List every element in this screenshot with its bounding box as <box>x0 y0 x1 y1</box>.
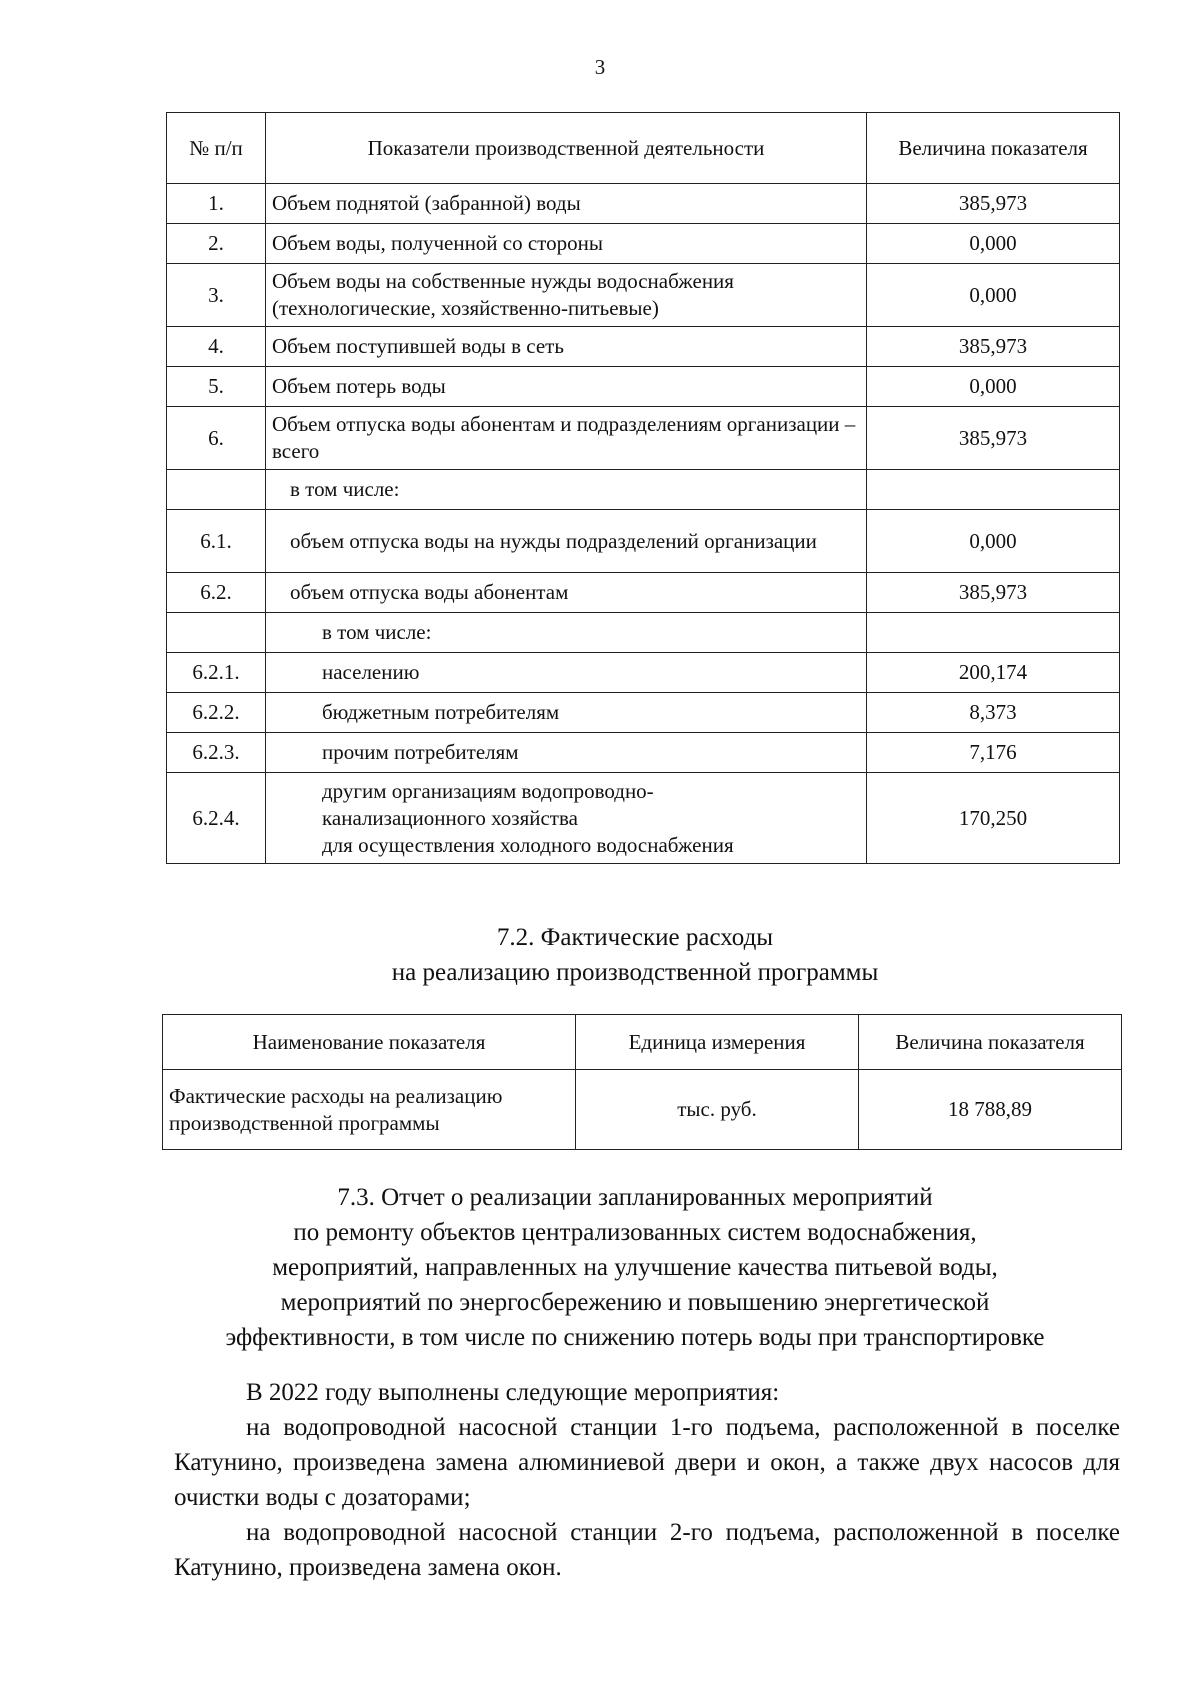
row-num: 6.2. <box>167 573 266 613</box>
body-paragraph: на водопроводной насосной станции 2-го подъема, расположенной в поселке Катунино, произведена замена окон. <box>174 1519 1120 1581</box>
row-name-line: для осуществления холодного водоснабжения <box>322 832 734 857</box>
heading-line: мероприятий, направленных на улучшение качества питьевой воды, <box>272 1254 998 1281</box>
row-value: 8,373 <box>867 693 1120 733</box>
table-row <box>167 327 1120 367</box>
row-name-line: другим организациям водопроводно- <box>322 778 654 803</box>
table-row <box>167 773 1120 864</box>
page-number: 3 <box>594 55 606 79</box>
table-row <box>167 510 1120 573</box>
table-row <box>167 470 1120 510</box>
row-num: 6. <box>167 407 266 470</box>
row-name: в том числе: <box>266 470 867 510</box>
row-value: 385,973 <box>867 573 1120 613</box>
heading-line: по ремонту объектов централизованных систем водоснабжения, <box>293 1219 977 1246</box>
row-num: 4. <box>167 327 266 367</box>
row-name: Объем воды, полученной со стороны <box>266 224 867 264</box>
table-row <box>167 613 1120 653</box>
row-name: Объем отпуска воды абонентам и подразделениям организации – всего <box>266 407 867 470</box>
row-unit: тыс. руб. <box>576 1070 859 1150</box>
row-value: 385,973 <box>867 327 1120 367</box>
header-indicator: Показатели производственной деятельности <box>266 113 867 184</box>
actual-expenses-table <box>162 1014 1122 1150</box>
production-indicators-table <box>166 112 1120 864</box>
row-value: 385,973 <box>867 184 1120 224</box>
row-value: 0,000 <box>867 264 1120 327</box>
row-value: 0,000 <box>867 224 1120 264</box>
row-name: прочим потребителям <box>266 733 867 773</box>
row-num: 6.2.4. <box>167 773 266 864</box>
body-paragraph: на водопроводной насосной станции 1-го подъема, расположенной в поселке Катунино, произведена замена алюминиевой двери и окон, а также двух насосов для очистки воды с дозаторами; <box>174 1414 1120 1511</box>
header-value: Величина показателя <box>867 113 1120 184</box>
table-row <box>167 653 1120 693</box>
heading-line: 7.3. Отчет о реализации запланированных мероприятий <box>337 1184 933 1211</box>
row-num: 2. <box>167 224 266 264</box>
row-value: 200,174 <box>867 653 1120 693</box>
row-num <box>167 613 266 653</box>
row-name: в том числе: <box>266 613 867 653</box>
table-row <box>167 224 1120 264</box>
header-num: № п/п <box>167 113 266 184</box>
section-heading-7-2 <box>0 920 1200 990</box>
heading-line: эффективности, в том числе по снижению потерь воды при транспортировке <box>225 1324 1045 1351</box>
row-value: 170,250 <box>867 773 1120 864</box>
row-num: 1. <box>167 184 266 224</box>
row-name: населению <box>266 653 867 693</box>
heading-line: 7.2. Фактические расходы <box>496 924 774 951</box>
row-name: объем отпуска воды абонентам <box>266 573 867 613</box>
row-value: 18 788,89 <box>859 1070 1122 1150</box>
row-num: 6.2.3. <box>167 733 266 773</box>
table-row <box>167 367 1120 407</box>
header-name: Наименование показателя <box>163 1015 576 1070</box>
table-row <box>163 1070 1122 1150</box>
row-num: 3. <box>167 264 266 327</box>
row-name-line: канализационного хозяйства <box>322 805 578 830</box>
row-name: объем отпуска воды на нужды подразделений организации <box>266 510 867 573</box>
heading-line: мероприятий по энергосбережению и повышению энергетической <box>280 1289 990 1316</box>
row-name: Объем воды на собственные нужды водоснабжения (технологические, хозяйственно-питьевые) <box>266 264 867 327</box>
header-unit: Единица измерения <box>576 1015 859 1070</box>
row-name: Фактические расходы на реализацию производственной программы <box>163 1070 576 1150</box>
row-name: бюджетным потребителям <box>266 693 867 733</box>
row-num <box>167 470 266 510</box>
table-row <box>167 264 1120 327</box>
row-name: Объем потерь воды <box>266 367 867 407</box>
table-header-row <box>167 113 1120 184</box>
row-num: 6.2.1. <box>167 653 266 693</box>
row-name: Объем поступившей воды в сеть <box>266 327 867 367</box>
row-value: 0,000 <box>867 510 1120 573</box>
body-intro: В 2022 году выполнены следующие мероприятия: <box>246 1379 780 1406</box>
table-header-row <box>163 1015 1122 1070</box>
row-value <box>867 470 1120 510</box>
row-value: 0,000 <box>867 367 1120 407</box>
row-num: 6.1. <box>167 510 266 573</box>
row-num: 5. <box>167 367 266 407</box>
table-row <box>167 573 1120 613</box>
heading-line: на реализацию производственной программы <box>391 959 879 986</box>
row-name: Объем поднятой (забранной) воды <box>266 184 867 224</box>
row-value <box>867 613 1120 653</box>
row-value: 385,973 <box>867 407 1120 470</box>
table-row <box>167 733 1120 773</box>
row-value: 7,176 <box>867 733 1120 773</box>
row-num: 6.2.2. <box>167 693 266 733</box>
section-heading-7-3 <box>0 1180 1200 1355</box>
header-value: Величина показателя <box>859 1015 1122 1070</box>
table-row <box>167 407 1120 470</box>
table-row <box>167 184 1120 224</box>
table-row <box>167 693 1120 733</box>
row-name <box>266 773 867 864</box>
